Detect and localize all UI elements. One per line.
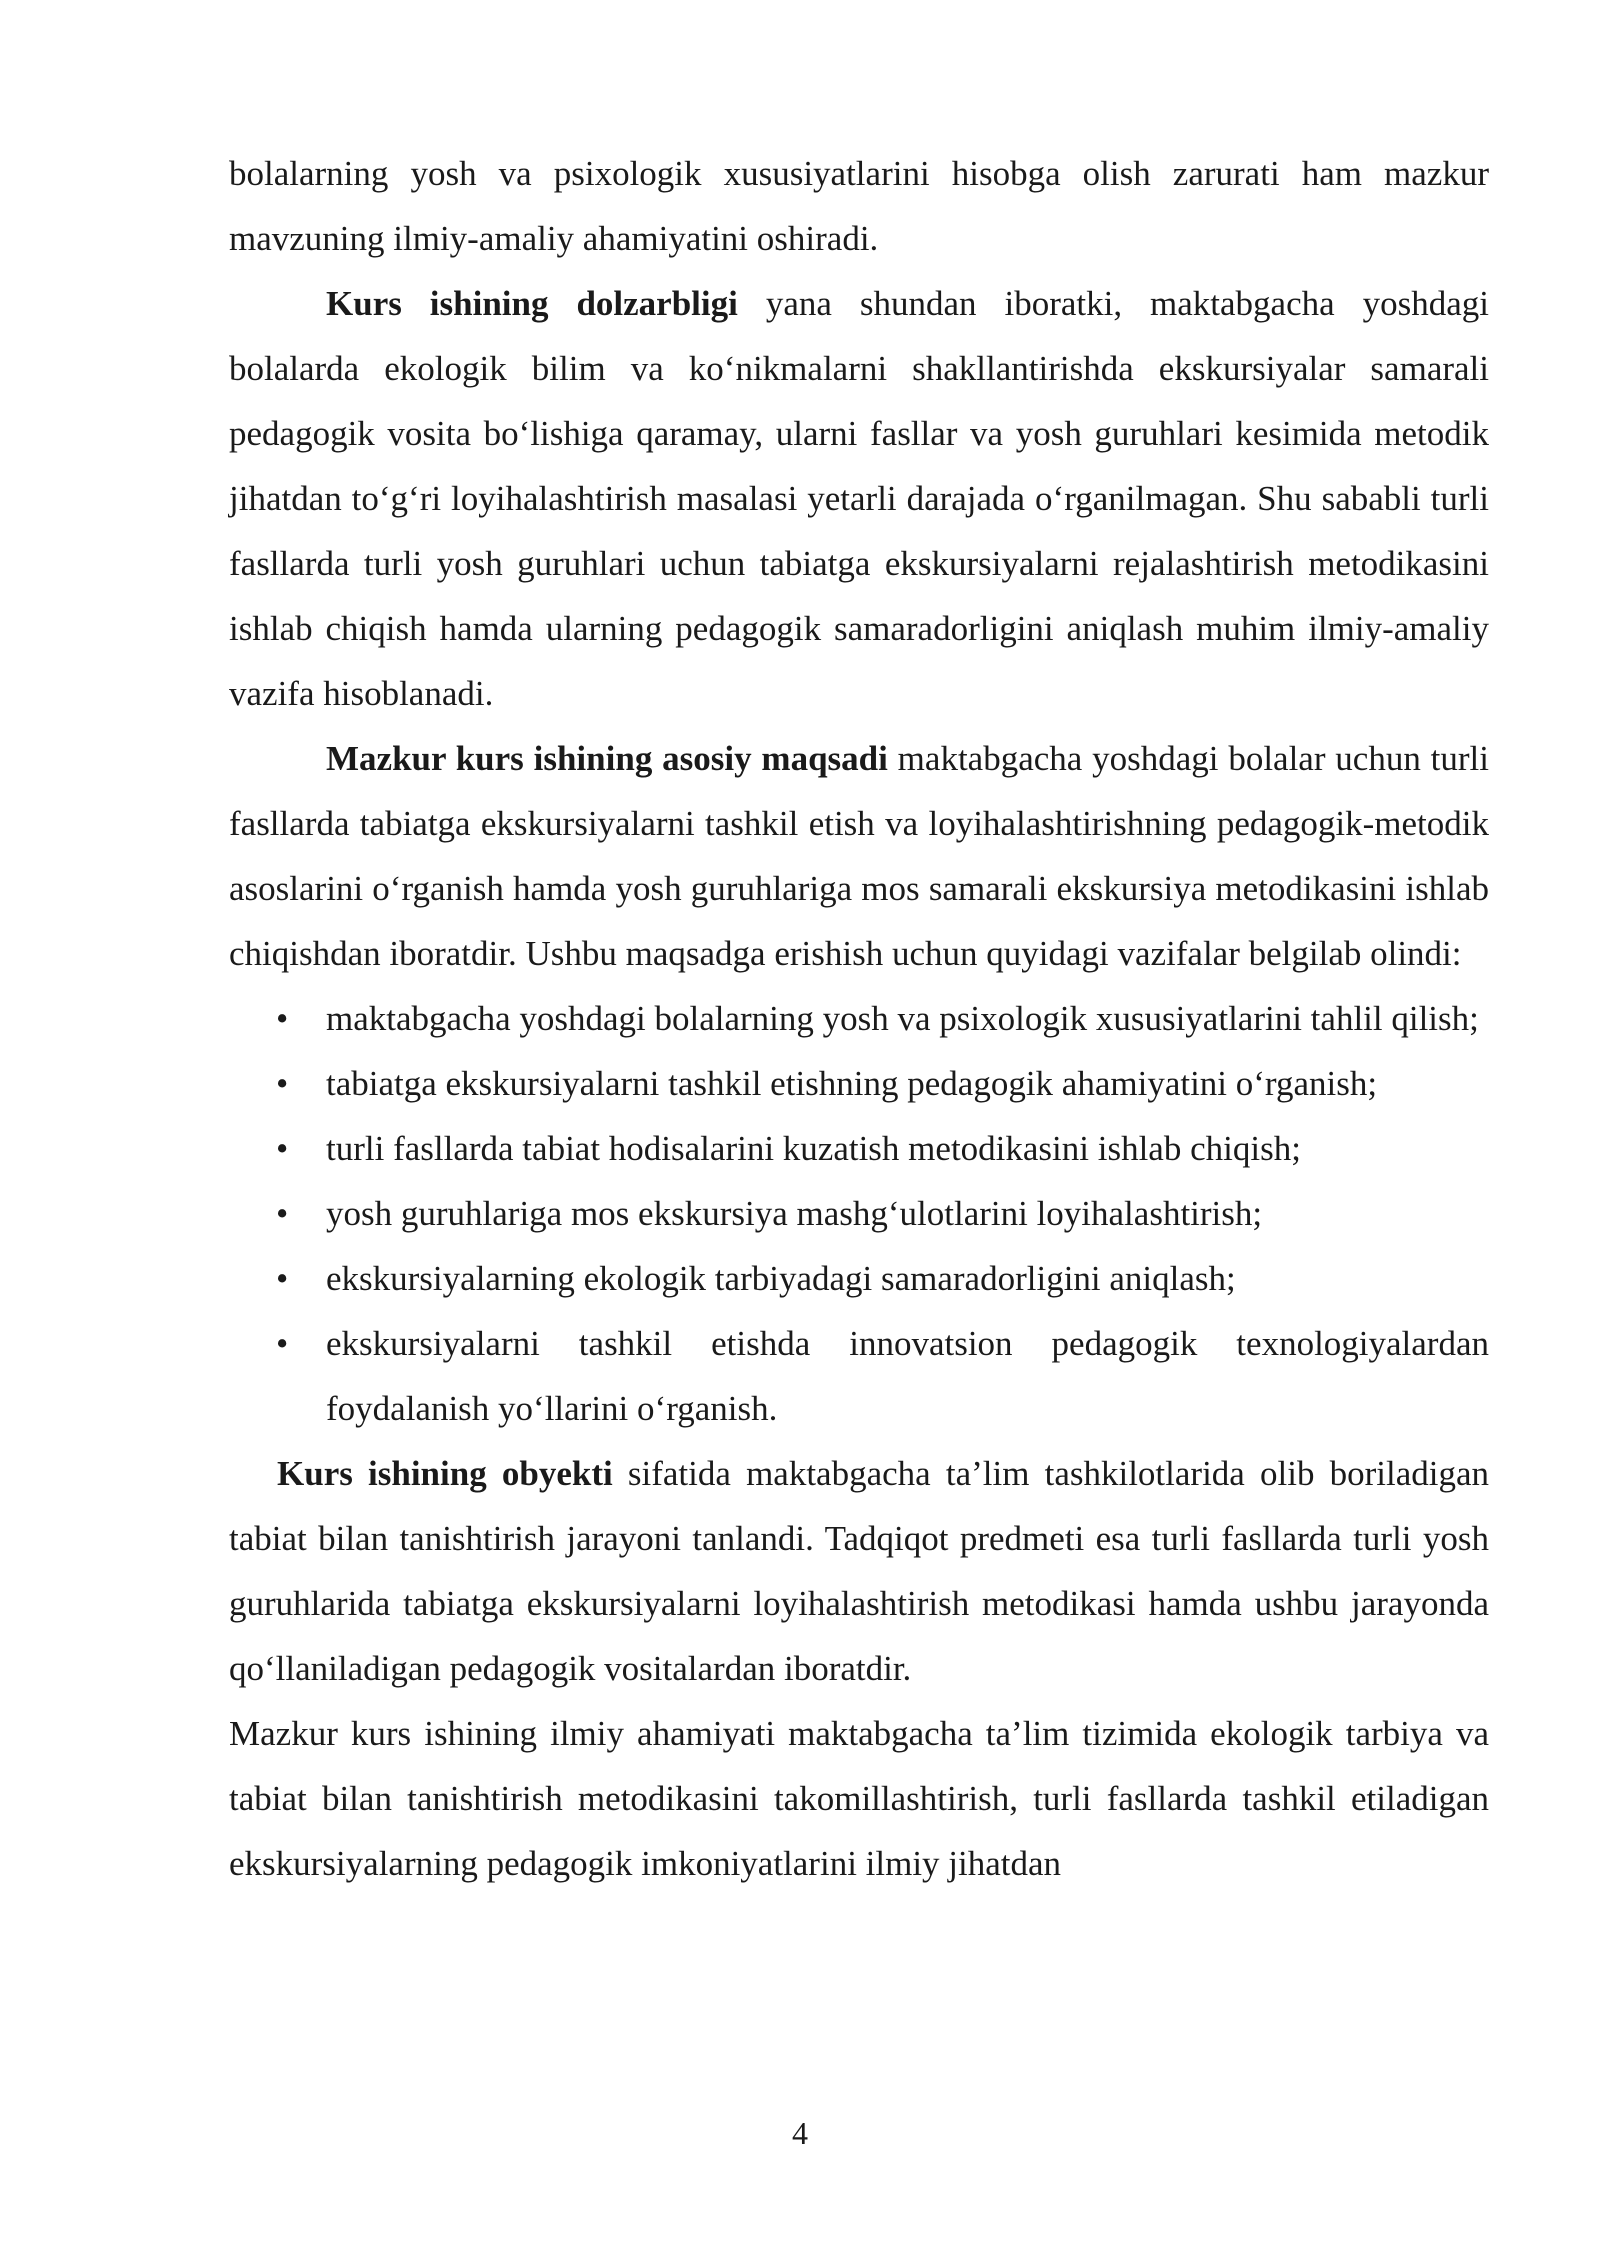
relevance-text: yana shundan iboratki, maktabgacha yoshdagi bolalarda ekologik bilim va ko‘nikmalarni shakllantirishda ekskursiyalar samarali pedagogik vosita bo‘lishiga qaramay, ularni fasllar va yosh guruhlari kesimida metodik jihatdan to‘g‘ri loyihalashtirish masalasi yetarli darajada o‘rganilmagan. Shu sababli turli fasllarda turli yosh guruhlari uchun tabiatga ekskursiyalarni rejalashtirish metodikasini ishlab chiqish hamda ularning pedagogik samaradorligini aniqlash muhim ilmiy-amaliy vazifa hisoblanadi. — [229, 284, 1489, 713]
relevance-heading: Kurs ishining dolzarbligi — [326, 284, 738, 323]
paragraph-intro: bolalarning yosh va psixologik xususiyatlarini hisobga olish zarurati ham mazkur mavzuning ilmiy-amaliy ahamiyatini oshiradi. — [229, 154, 1489, 258]
tasks-list — [229, 986, 1489, 1441]
page-number: 4 — [792, 2115, 808, 2151]
task-item: • tabiatga ekskursiyalarni tashkil etishning pedagogik ahamiyatini o‘rganish; — [326, 1051, 1489, 1116]
task-item: • ekskursiyalarning ekologik tarbiyadagi samaradorligini aniqlash; — [326, 1246, 1489, 1311]
object-text: sifatida maktabgacha ta’lim tashkilotlarida olib boriladigan tabiat bilan tanishtirish jarayoni tanlandi. Tadqiqot predmeti esa turli fasllarda turli yosh guruhlarida tabiatga ekskursiyalarni loyihalashtirish metodikasi hamda ushbu jarayonda qo‘llaniladigan pedagogik vositalardan iboratdir. — [229, 1454, 1489, 1688]
paragraph-goal — [229, 726, 1489, 986]
paragraph-object — [229, 1441, 1489, 1701]
goal-heading: Mazkur kurs ishining asosiy maqsadi — [326, 739, 888, 778]
task-item: • ekskursiyalarni tashkil etishda innovatsion pedagogik texnologiyalardan foydalanish yo‘llarini o‘rganish. — [326, 1311, 1489, 1441]
task-item: • turli fasllarda tabiat hodisalarini kuzatish metodikasini ishlab chiqish; — [326, 1116, 1489, 1181]
paragraph-relevance — [229, 271, 1489, 726]
task-item: • yosh guruhlariga mos ekskursiya mashg‘ulotlarini loyihalashtirish; — [326, 1181, 1489, 1246]
goal-text: maktabgacha yoshdagi bolalar uchun turli fasllarda tabiatga ekskursiyalarni tashkil etish va loyihalashtirishning pedagogik-metodik asoslarini o‘rganish hamda yosh guruhlariga mos samarali ekskursiya metodikasini ishlab chiqishdan iboratdir. Ushbu maqsadga erishish uchun quyidagi vazifalar belgilab olindi: — [229, 739, 1489, 973]
paragraph-significance: Mazkur kurs ishining ilmiy ahamiyati maktabgacha ta’lim tizimida ekologik tarbiya va tabiat bilan tanishtirish metodikasini takomillashtirish, turli fasllarda tashkil etiladigan ekskursiyalarning pedagogik imkoniyatlarini ilmiy jihatdan — [229, 1714, 1489, 1883]
page-body — [229, 141, 1489, 1896]
object-heading: Kurs ishining obyekti — [277, 1454, 613, 1493]
task-item: • maktabgacha yoshdagi bolalarning yosh va psixologik xususiyatlarini tahlil qilish; — [326, 986, 1489, 1051]
